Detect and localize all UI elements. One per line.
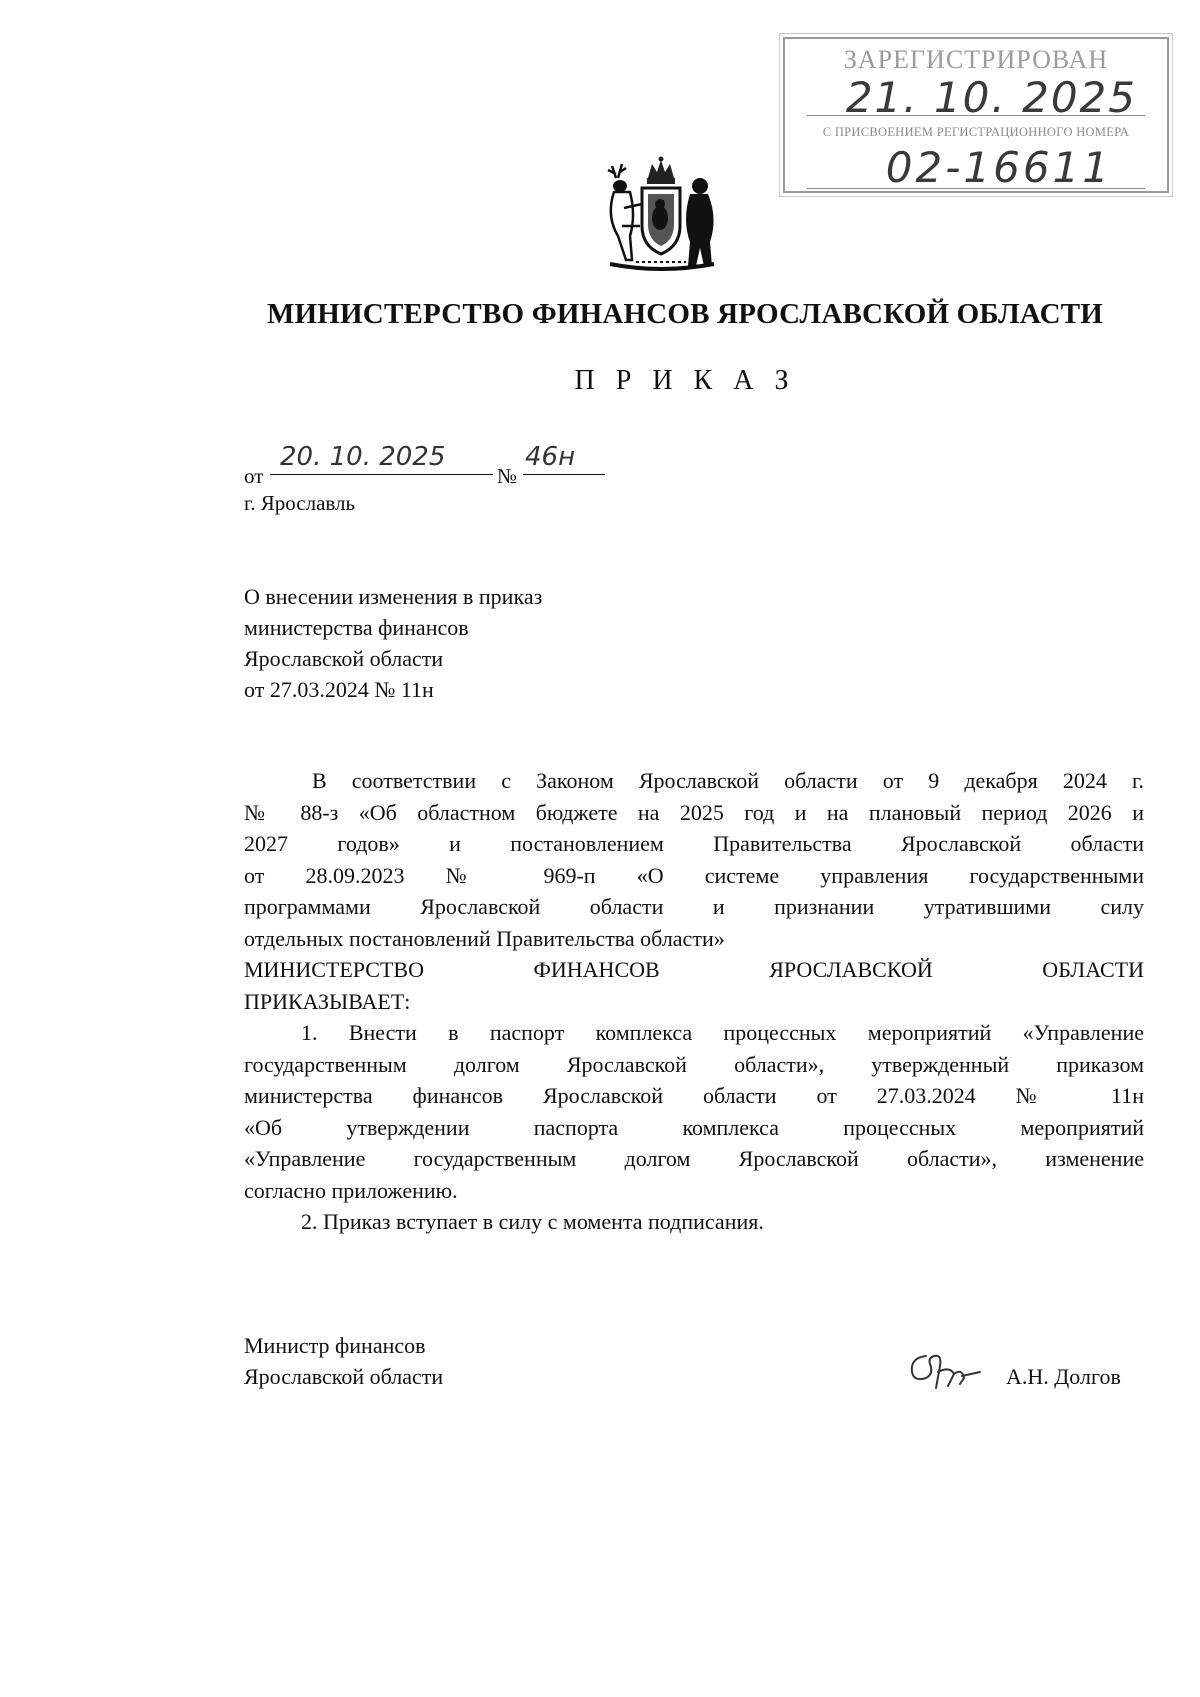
item-line: согласно приложению. <box>244 1177 458 1203</box>
order-date: 20. 10. 2025 <box>280 442 446 472</box>
item-line: государственным долгом Ярославской области», утвержденный приказом <box>244 1051 1144 1077</box>
preamble-line: 2027 годов» и постановлением Правительства Ярославской области <box>244 831 1144 856</box>
signer-position-line: Ярославской области <box>244 1364 444 1389</box>
signer-position-line: Министр финансов <box>244 1333 426 1358</box>
handwritten-signature <box>904 1348 982 1392</box>
date-prefix: от <box>244 464 264 488</box>
subject-line: О внесении изменения в приказ <box>244 584 543 609</box>
stamp-divider <box>807 188 1145 189</box>
order-item-1 <box>244 1017 1144 1206</box>
subject-line: от 27.03.2024 № 11н <box>244 677 434 702</box>
order-number: 46н <box>525 442 576 472</box>
preamble-line: № 88-з «Об областном бюджете на 2025 год и на плановый период 2026 и <box>244 799 1144 825</box>
item-line: «Об утверждении паспорта комплекса процессных мероприятий <box>244 1114 1144 1140</box>
stamp-divider <box>807 115 1145 116</box>
stamp-registration-date: 21. 10. 2025 <box>845 73 1137 122</box>
preamble-paragraph <box>244 765 1144 954</box>
document-type-title: П Р И К А З <box>574 365 796 396</box>
preamble-line: программами Ярославской области и признании утратившими силу <box>244 894 1144 919</box>
coat-of-arms-emblem <box>596 156 726 276</box>
stamp-subtitle: С ПРИСВОЕНИЕМ РЕГИСТРАЦИОННОГО НОМЕРА <box>822 125 1130 139</box>
order-date-field <box>270 440 493 475</box>
signer-position <box>244 1330 443 1392</box>
enacting-line: ПРИКАЗЫВАЕТ: <box>244 988 411 1014</box>
enacting-clause <box>244 954 1144 1017</box>
subject-line: министерства финансов <box>244 615 469 640</box>
preamble-line: от 28.09.2023 № 969-п «О системе управления государственными <box>244 862 1144 888</box>
item-line: «Управление государственным долгом Ярославской области», изменение <box>244 1146 1144 1171</box>
signer-name: А.Н. Долгов <box>1006 1364 1121 1389</box>
order-item-2: 2. Приказ вступает в силу с момента подписания. <box>301 1209 764 1234</box>
stamp-title: ЗАРЕГИСТРИРОВАН <box>843 45 1109 74</box>
order-subject <box>244 581 542 705</box>
number-prefix: № <box>497 464 518 488</box>
order-number-field <box>523 440 605 475</box>
registration-stamp <box>783 37 1169 193</box>
subject-line: Ярославской области <box>244 646 444 671</box>
item-line: 1. Внести в паспорт комплекса процессных мероприятий «Управление <box>301 1020 1144 1045</box>
preamble-line: В соответствии с Законом Ярославской области от 9 декабря 2024 г. <box>312 768 1144 793</box>
city: г. Ярославль <box>244 491 356 515</box>
stamp-registration-number: 02-16611 <box>885 143 1112 192</box>
preamble-line: отдельных постановлений Правительства области» <box>244 925 725 951</box>
order-body <box>244 765 1144 1238</box>
item-line: министерства финансов Ярославской области от 27.03.2024 № 11н <box>244 1083 1144 1108</box>
ministry-title: МИНИСТЕРСТВО ФИНАНСОВ ЯРОСЛАВСКОЙ ОБЛАСТИ <box>266 298 1104 330</box>
enacting-line: МИНИСТЕРСТВО ФИНАНСОВ ЯРОСЛАВСКОЙ ОБЛАСТИ <box>244 957 1144 982</box>
